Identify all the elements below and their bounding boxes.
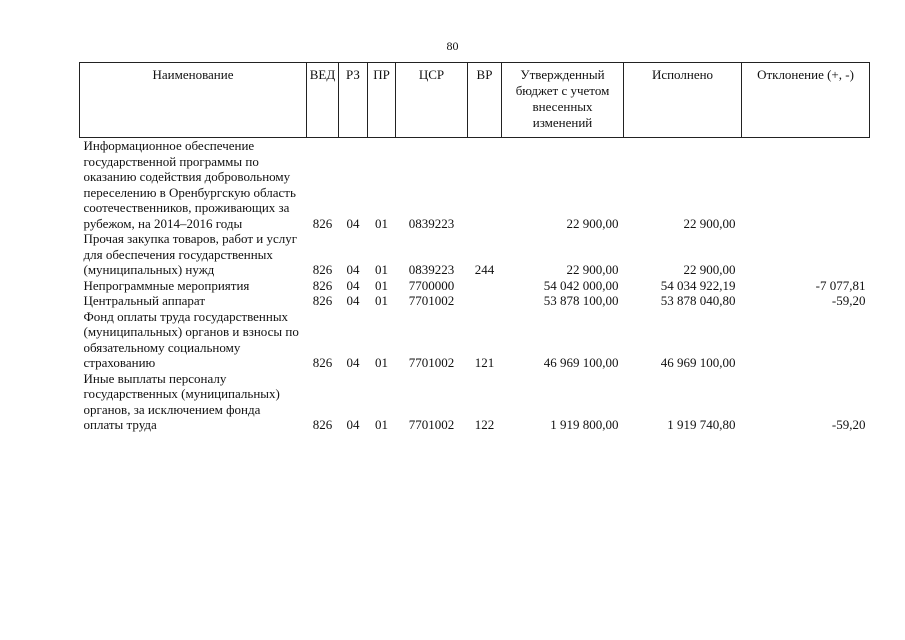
cell-name: Фонд оплаты труда государственных (муниципальных) органов и взносы по обязательному социальному страхованию <box>83 308 299 370</box>
table-row <box>80 278 870 294</box>
cell-deviation <box>742 138 870 232</box>
cell-csr: 0839223 <box>408 262 455 277</box>
cell-rz: 04 <box>346 293 360 308</box>
cell-rz: 04 <box>346 417 360 432</box>
cell-pr: 01 <box>375 215 388 231</box>
cell-approved: 46 969 100,00 <box>543 355 619 370</box>
header-executed: Исполнено <box>624 63 742 138</box>
header-ved: ВЕД <box>307 63 339 138</box>
cell-deviation: -59,20 <box>831 417 866 432</box>
cell-ved: 826 <box>312 277 333 293</box>
cell-approved: 54 042 000,00 <box>543 277 619 293</box>
page-number: 80 <box>446 39 459 53</box>
table-row <box>80 371 870 433</box>
cell-ved: 826 <box>312 215 333 231</box>
cell-executed: 54 034 922,19 <box>660 277 736 293</box>
header-vr: ВР <box>468 63 502 138</box>
header-csr: ЦСР <box>396 63 468 138</box>
cell-name: Прочая закупка товаров, работ и услуг для обеспечения государственных (муниципальных) нужд <box>83 231 298 277</box>
cell-executed: 46 969 100,00 <box>660 355 736 370</box>
cell-ved: 826 <box>312 417 333 432</box>
table-row <box>80 309 870 371</box>
table-row <box>80 138 870 232</box>
cell-pr: 01 <box>375 355 388 370</box>
cell-executed: 22 900,00 <box>683 215 736 231</box>
header-name: Наименование <box>80 63 307 138</box>
cell-deviation <box>742 309 870 371</box>
cell-csr: 0839223 <box>408 215 455 231</box>
cell-name: Информационное обеспечение государственной программы по оказанию содействия добровольному переселению в Оренбургскую область соотечественников, проживающих за рубежом, на 2014–2016 годы <box>83 138 296 231</box>
cell-name: Центральный аппарат <box>83 293 206 308</box>
cell-rz: 04 <box>346 277 360 293</box>
table-header <box>80 63 870 138</box>
cell-pr: 01 <box>375 417 388 432</box>
cell-name: Непрограммные мероприятия <box>83 277 250 293</box>
cell-vr: 122 <box>474 417 495 432</box>
cell-vr <box>468 278 502 294</box>
budget-execution-table <box>79 62 870 433</box>
cell-executed: 53 878 040,80 <box>660 293 736 308</box>
header-pr: ПР <box>368 63 396 138</box>
cell-csr: 7701002 <box>408 293 455 308</box>
cell-rz: 04 <box>346 355 360 370</box>
cell-vr: 121 <box>474 355 495 370</box>
cell-approved: 22 900,00 <box>566 215 619 231</box>
cell-ved: 826 <box>312 262 333 277</box>
cell-approved: 53 878 100,00 <box>543 293 619 308</box>
cell-executed: 1 919 740,80 <box>667 417 736 432</box>
cell-deviation: -7 077,81 <box>815 277 866 293</box>
budget-execution-table-container <box>79 62 869 433</box>
table-body <box>80 138 870 433</box>
cell-approved: 22 900,00 <box>566 262 619 277</box>
cell-approved: 1 919 800,00 <box>550 417 619 432</box>
table-row <box>80 231 870 278</box>
cell-csr: 7701002 <box>408 417 455 432</box>
cell-pr: 01 <box>375 293 388 308</box>
cell-rz: 04 <box>346 262 360 277</box>
cell-deviation: -59,20 <box>831 293 866 308</box>
table-row <box>80 293 870 309</box>
cell-executed: 22 900,00 <box>683 262 736 277</box>
cell-deviation <box>742 231 870 278</box>
cell-csr: 7700000 <box>408 277 455 293</box>
cell-pr: 01 <box>375 277 388 293</box>
cell-pr: 01 <box>375 262 388 277</box>
cell-ved: 826 <box>312 355 333 370</box>
cell-name: Иные выплаты персоналу государственных (муниципальных) органов, за исключением фонда оплаты труда <box>83 370 280 432</box>
header-rz: РЗ <box>339 63 368 138</box>
cell-ved: 826 <box>312 293 333 308</box>
cell-vr <box>468 293 502 309</box>
header-deviation: Отклонение (+, -) <box>742 63 870 138</box>
cell-vr: 244 <box>474 262 495 277</box>
cell-rz: 04 <box>346 215 360 231</box>
cell-csr: 7701002 <box>408 355 455 370</box>
header-approved: Утвержденный бюджет с учетом внесенных изменений <box>502 63 624 138</box>
cell-vr <box>468 138 502 232</box>
